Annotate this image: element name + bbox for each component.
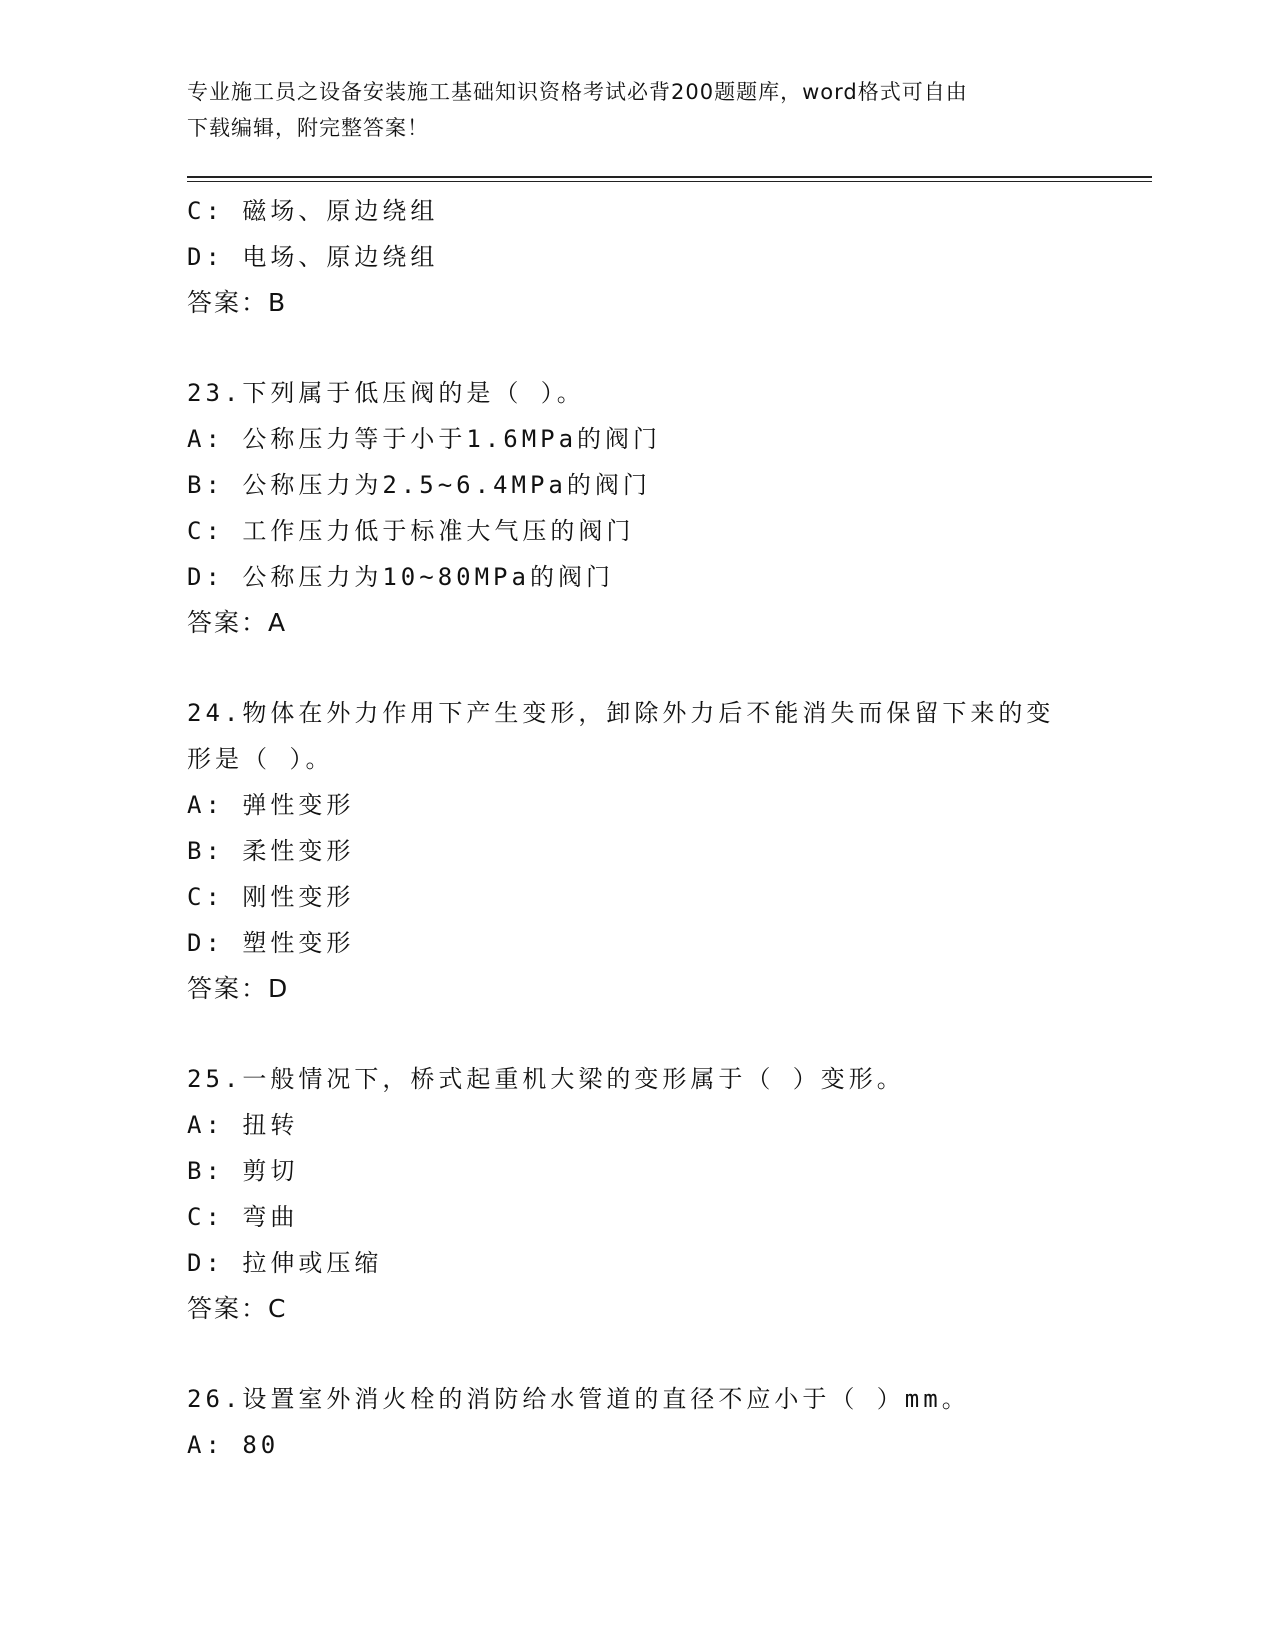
question-stem: 23.下列属于低压阀的是（ ）。 <box>187 379 585 407</box>
option-b: B: 剪切 <box>187 1157 299 1185</box>
previous-question-tail <box>187 188 1107 326</box>
spacer <box>187 646 1107 690</box>
option-b: B: 柔性变形 <box>187 837 355 865</box>
option-c: C: 弯曲 <box>187 1203 299 1231</box>
option-c: C: 磁场、原边绕组 <box>187 197 439 225</box>
question-stem-continued: 形是（ ）。 <box>187 745 334 773</box>
spacer <box>187 326 1107 370</box>
header-title-line-2: 下载编辑，附完整答案！ <box>187 116 429 140</box>
answer-line: 答案：C <box>187 1294 288 1323</box>
question-stem: 24.物体在外力作用下产生变形，卸除外力后不能消失而保留下来的变 <box>187 699 1055 727</box>
option-d: D: 公称压力为10~80MPa的阀门 <box>187 563 614 591</box>
header-title-line-1: 专业施工员之设备安装施工基础知识资格考试必背200题题库，word格式可自由 <box>187 80 968 104</box>
question-23 <box>187 370 1107 646</box>
option-a: A: 公称压力等于小于1.6MPa的阀门 <box>187 425 662 453</box>
option-a: A: 80 <box>187 1431 280 1459</box>
option-c: C: 工作压力低于标准大气压的阀门 <box>187 517 635 545</box>
option-d: D: 电场、原边绕组 <box>187 243 439 271</box>
header-divider-thin <box>187 181 1152 182</box>
question-list <box>187 188 1107 1468</box>
option-a: A: 扭转 <box>187 1111 299 1139</box>
spacer <box>187 1332 1107 1376</box>
document-header <box>187 74 1067 146</box>
question-25 <box>187 1056 1107 1332</box>
question-stem: 26.设置室外消火栓的消防给水管道的直径不应小于（ ）mm。 <box>187 1385 970 1413</box>
header-divider-thick <box>187 176 1152 178</box>
answer-line: 答案：A <box>187 608 288 637</box>
answer-line: 答案：B <box>187 288 288 317</box>
question-26 <box>187 1376 1107 1468</box>
option-d: D: 拉伸或压缩 <box>187 1249 383 1277</box>
question-stem: 25.一般情况下，桥式起重机大梁的变形属于（ ）变形。 <box>187 1065 905 1093</box>
option-b: B: 公称压力为2.5~6.4MPa的阀门 <box>187 471 651 499</box>
answer-line: 答案：D <box>187 974 290 1003</box>
question-24 <box>187 690 1107 1012</box>
option-d: D: 塑性变形 <box>187 929 355 957</box>
spacer <box>187 1012 1107 1056</box>
option-a: A: 弹性变形 <box>187 791 355 819</box>
option-c: C: 刚性变形 <box>187 883 355 911</box>
